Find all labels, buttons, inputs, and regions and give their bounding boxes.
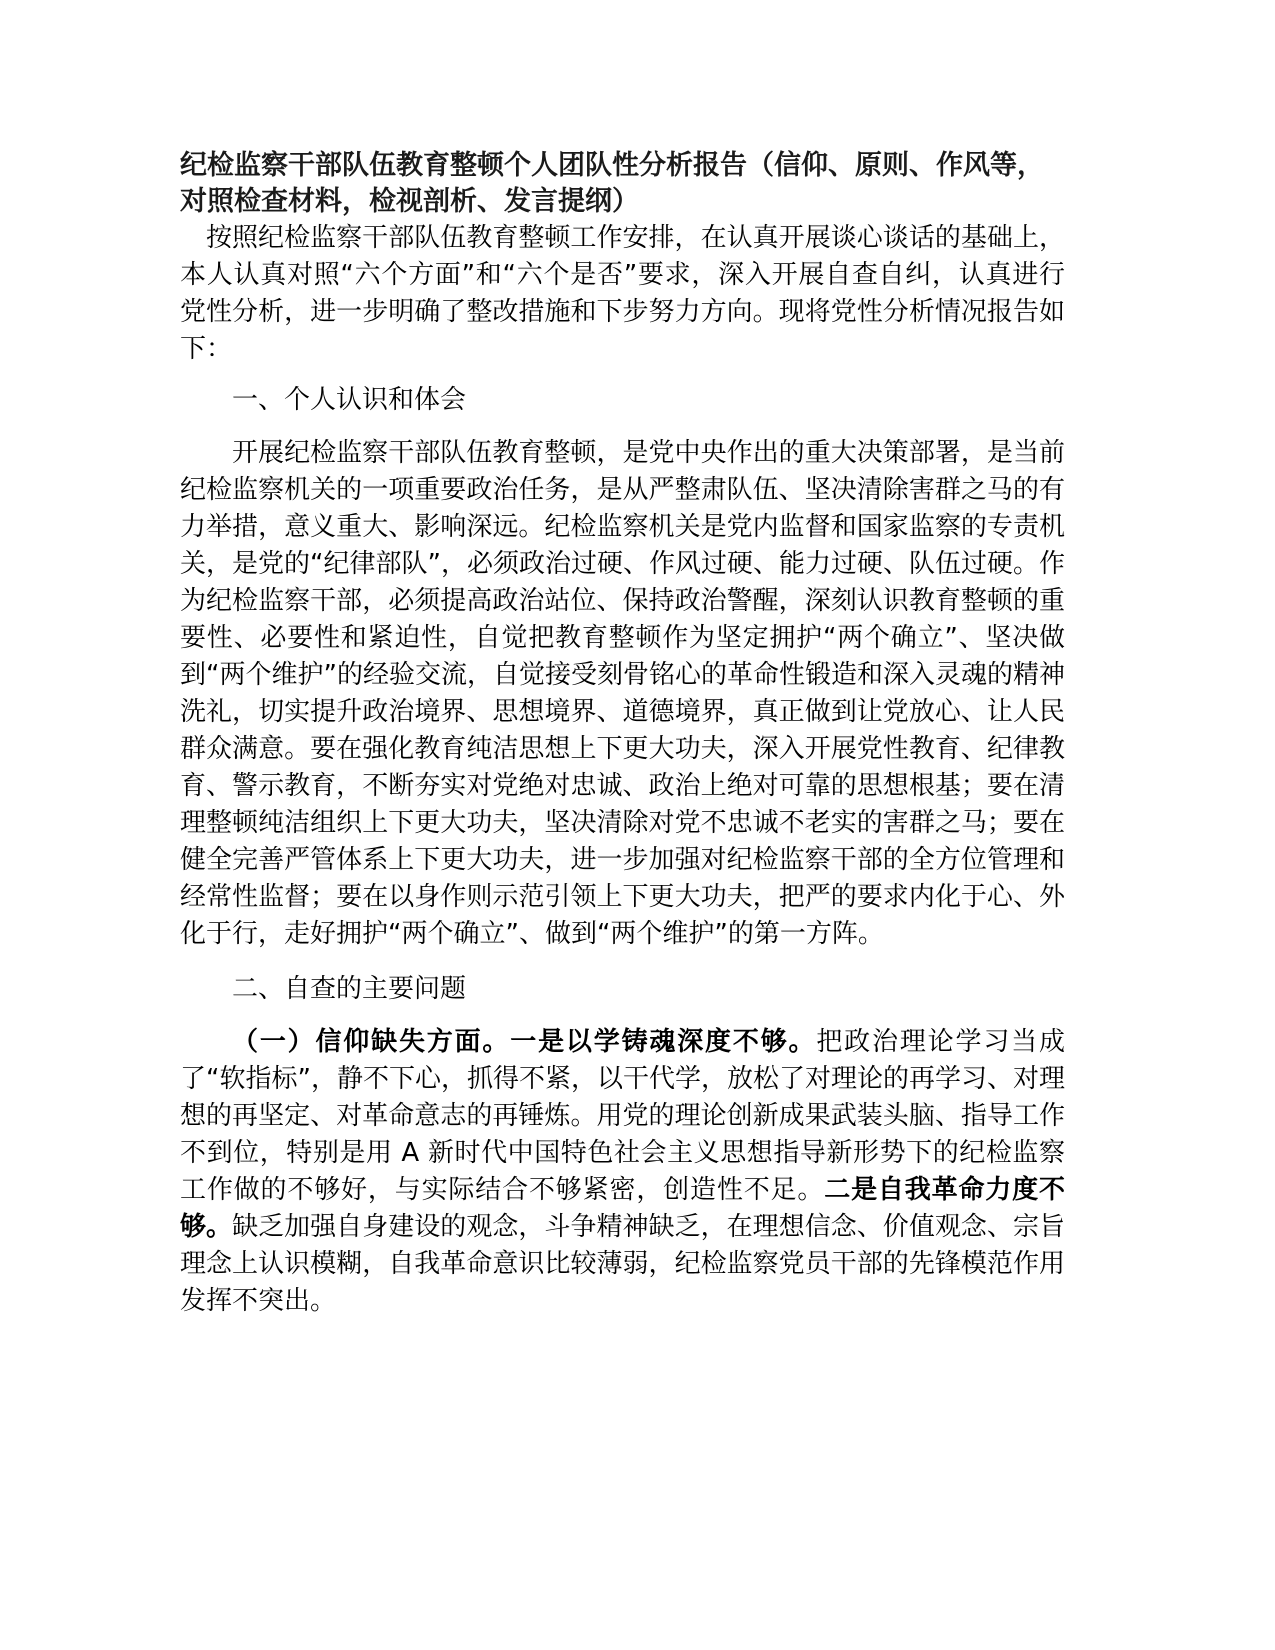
document-page [180, 148, 1065, 1320]
intro-paragraph: 按照纪检监察干部队伍教育整顿工作安排，在认真开展谈心谈话的基础上，本人认真对照“六个方面”和“六个是否”要求，深入开展自查自纠，认真进行党性分析，进一步明确了整改措施和下步努力方向。现将党性分析情况报告如下： [180, 223, 1065, 364]
section-1-body: 开展纪检监察干部队伍教育整顿，是党中央作出的重大决策部署，是当前纪检监察机关的一项重要政治任务，是从严整肃队伍、坚决清除害群之马的有力举措，意义重大、影响深远。纪检监察机关是党内监督和国家监察的专责机关，是党的“纪律部队”，必须政治过硬、作风过硬、能力过硬、队伍过硬。作为纪检监察干部，必须提高政治站位、保持政治警醒，深刻认识教育整顿的重要性、必要性和紧迫性，自觉把教育整顿作为坚定拥护“两个确立”、坚决做到“两个维护”的经验交流，自觉接受刻骨铭心的革命性锻造和深入灵魂的精神洗礼，切实提升政治境界、思想境界、道德境界，真正做到让党放心、让人民群众满意。要在强化教育纯洁思想上下更大功夫，深入开展党性教育、纪律教育、警示教育，不断夯实对党绝对忠诚、政治上绝对可靠的思想根基；要在清理整顿纯洁组织上下更大功夫，坚决清除对党不忠诚不老实的害群之马；要在健全完善严管体系上下更大功夫，进一步加强对纪检监察干部的全方位管理和经常性监督；要在以身作则示范引领上下更大功夫，把严的要求内化于心、外化于行，走好拥护“两个确立”、做到“两个维护”的第一方阵。 [180, 438, 1065, 949]
section-heading-1: 一、个人认识和体会 [232, 385, 467, 415]
item-1-point-1-text: 把政治理论学习当成了“软指标”，静不下心，抓得不紧，以干代学，放松了对理论的再学习、对理想的再坚定、对革命意志的再锤炼。用党的理论创新成果武装头脑、指导工作不到位，特别是用 A 新时代中国特色社会主义思想指导新形势下的纪检监察工作做的不够好，与实际结合不够紧密，创造性不足。 [180, 1027, 1065, 1205]
item-1-point-2-text: 缺乏加强自身建设的观念，斗争精神缺乏，在理想信念、价值观念、宗旨理念上认识模糊，自我革命意识比较薄弱，纪检监察党员干部的先锋模范作用发挥不突出。 [180, 1212, 1065, 1316]
document-title: 纪检监察干部队伍教育整顿个人团队性分析报告（信仰、原则、作风等，对照检查材料，检视剖析、发言提纲） [180, 150, 1044, 217]
item-1-point-2-label: 二是自我革命力度不够。 [180, 1175, 1065, 1242]
item-1-paragraph [180, 1024, 1065, 1320]
section-heading-2: 二、自查的主要问题 [232, 974, 467, 1004]
item-1-label: （一）信仰缺失方面。 [232, 1027, 511, 1057]
item-1-point-1-label: 一是以学铸魂深度不够。 [510, 1027, 817, 1057]
